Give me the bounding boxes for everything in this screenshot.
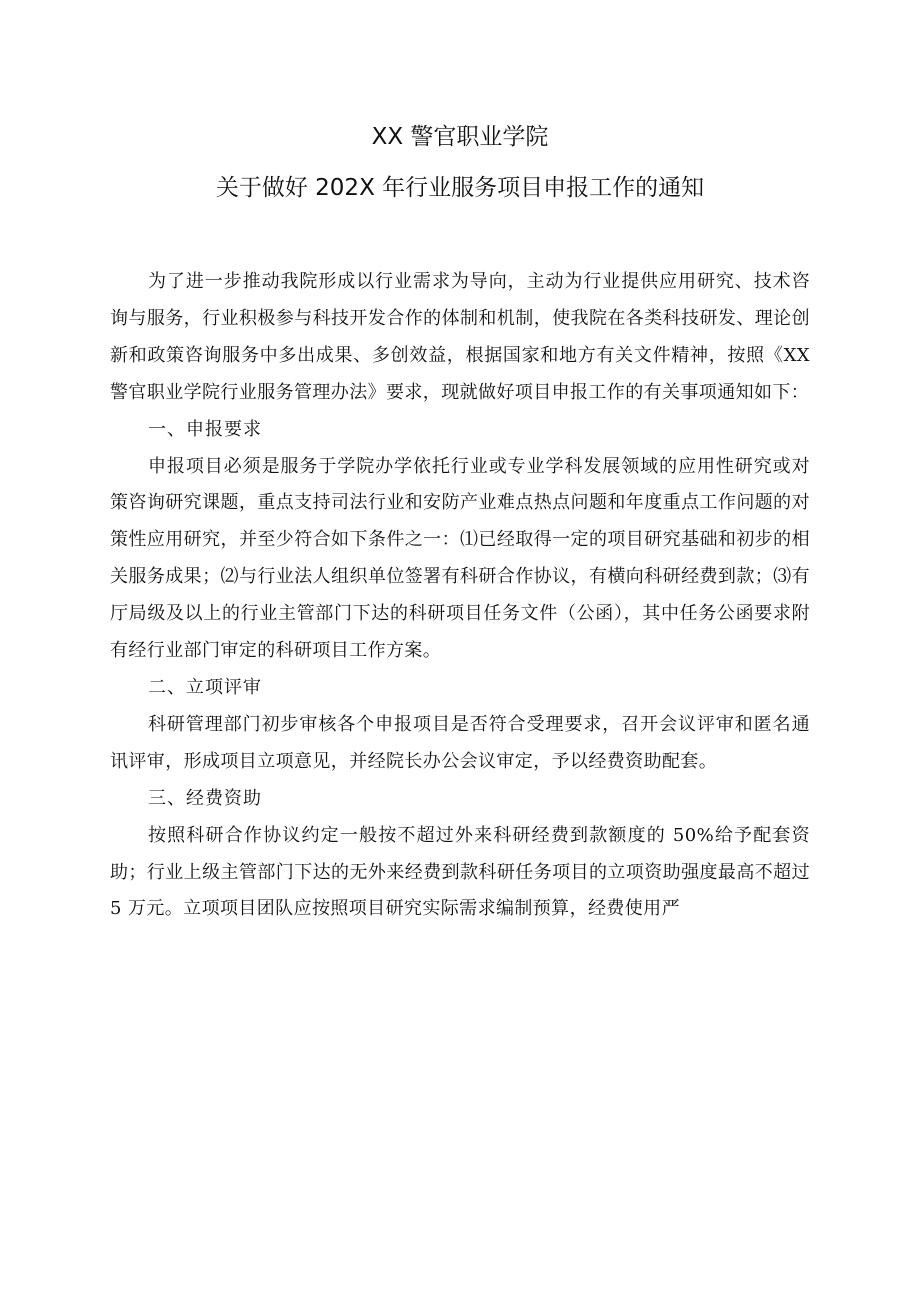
document-title-notice: 关于做好 202X 年行业服务项目申报工作的通知 xyxy=(215,175,705,201)
intro-paragraph: 为了进一步推动我院形成以行业需求为导向，主动为行业提供应用研究、技术咨询与服务，行业积极参与科技开发合作的体制和机制，使我院在各类科技研发、理论创新和政策咨询服务中多出成果、多创效益，根据国家和地方有关文件精神，按照《XX 警官职业学院行业服务管理办法》要求，现就做好项目申报工作的有关事项通知如下： xyxy=(110,271,810,403)
section-heading-project-review: 二、立项评审 xyxy=(148,676,262,698)
section-heading-application-requirements: 一、申报要求 xyxy=(148,418,262,440)
document-title-institution: XX 警官职业学院 xyxy=(371,124,549,150)
section-paragraph-project-review: 科研管理部门初步审核各个申报项目是否符合受理要求，召开会议评审和匿名通讯评审，形成项目立项意见，并经院长办公会议审定，予以经费资助配套。 xyxy=(110,713,810,772)
section-heading-funding-support: 三、经费资助 xyxy=(148,787,262,809)
section-paragraph-application-requirements: 申报项目必须是服务于学院办学依托行业或专业学科发展领域的应用性研究或对策咨询研究课题，重点支持司法行业和安防产业难点热点问题和年度重点工作问题的对策性应用研究，并至少符合如下条件之一：⑴已经取得一定的项目研究基础和初步的相关服务成果；⑵与行业法人组织单位签署有科研合作协议，有横向科研经费到款；⑶有厅局级及以上的行业主管部门下达的科研项目任务文件（公函），其中任务公函要求附有经行业部门审定的科研项目工作方案。 xyxy=(110,455,810,662)
section-paragraph-funding-support: 按照科研合作协议约定一般按不超过外来科研经费到款额度的 50%给予配套资助；行业上级主管部门下达的无外来经费到款科研任务项目的立项资助强度最高不超过 5 万元。立项项目团队应按照项目研究实际需求编制预算，经费使用严 xyxy=(110,824,810,920)
document-body xyxy=(110,264,810,928)
